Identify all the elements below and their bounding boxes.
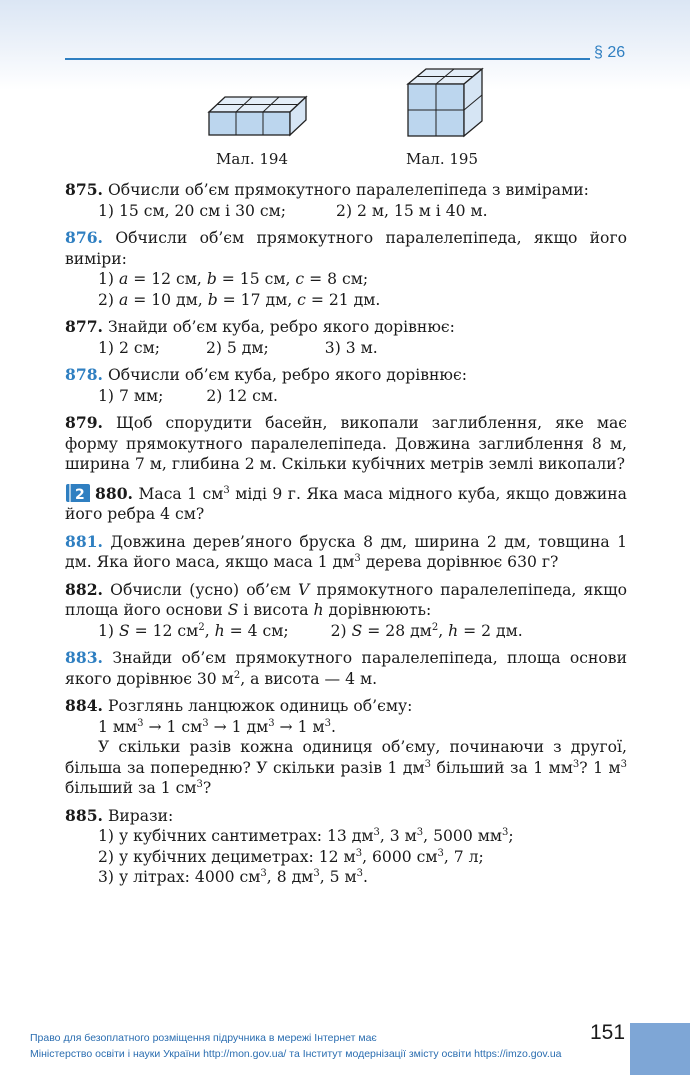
task-text: Обчисли об’єм прямокутного паралелепіпеда з вимірами: bbox=[107, 181, 589, 199]
task-885 bbox=[65, 806, 627, 888]
figure-caption-194: Мал. 194 bbox=[216, 150, 288, 168]
task-text: Обчисли об’єм куба, ребро якого дорівнює: bbox=[107, 366, 467, 384]
task-option: 2) 2 м, 15 м і 40 м. bbox=[336, 201, 488, 220]
task-number: 876. bbox=[65, 228, 103, 247]
task-option: 1) 7 мм; bbox=[98, 386, 164, 405]
task-option: 2) у кубічних дециметрах: 12 $м^3$, 6000 $см^3$, 7 л; bbox=[98, 847, 484, 866]
task-number: 877. bbox=[65, 317, 103, 336]
box-3x2-icon bbox=[205, 92, 310, 140]
task-number: 884. bbox=[65, 696, 103, 715]
task-number: 883. bbox=[65, 648, 103, 667]
task-option: 2) 5 дм; bbox=[205, 338, 269, 357]
task-877 bbox=[65, 317, 627, 358]
header-rule bbox=[65, 58, 590, 60]
task-879 bbox=[65, 413, 627, 475]
unit-chain: 1 $мм^3 \to 1$ $см^3 \to 1$ $дм^3 \to 1$ $м^3$. bbox=[98, 717, 336, 736]
task-question: У скільки разів кожна одиниця об’єму, починаючи з другої, більша за попередню? У скільки разів 1 $дм^3$ більший за 1 $мм^3$? 1 $м^3$ більший за 1 $см^3$? bbox=[65, 738, 627, 797]
task-880 bbox=[65, 482, 627, 525]
task-list bbox=[65, 180, 627, 895]
task-number: 879. bbox=[65, 413, 103, 432]
task-text: Розглянь ланцюжок одиниць об’єму: bbox=[107, 697, 413, 715]
task-option: 1) 15 см, 20 см і 30 см; bbox=[98, 201, 287, 220]
figure-caption-195: Мал. 195 bbox=[406, 150, 478, 168]
task-text: Знайди об’єм прямокутного паралелепіпеда, площа основи якого дорівнює 30 $м^2$, а висота — 4 м. bbox=[65, 649, 627, 688]
footer-line-2: Міністерство освіти і науки України http://mon.gov.ua/ та Інститут модернізації змісту освіти https://imzo.gov.ua bbox=[30, 1048, 562, 1060]
task-option: 3) 3 м. bbox=[324, 338, 378, 357]
header-band bbox=[0, 0, 690, 90]
footer-line-1: Право для безоплатного розміщення підручника в мережі Інтернет має bbox=[30, 1032, 377, 1044]
task-878 bbox=[65, 365, 627, 406]
footer-copyright bbox=[30, 1030, 590, 1062]
task-option: 2) a = 10 дм, b = 17 дм, c = 21 дм. bbox=[98, 290, 381, 309]
task-882 bbox=[65, 580, 627, 642]
group-work-icon bbox=[65, 482, 91, 504]
section-number: § 26 bbox=[594, 44, 626, 61]
task-number: 880. bbox=[95, 483, 133, 503]
task-text: Вирази: bbox=[107, 806, 174, 825]
footer-accent-bar bbox=[630, 1023, 690, 1075]
svg-text:2: 2 bbox=[75, 486, 85, 503]
cube-2x2-icon bbox=[404, 66, 486, 140]
task-option: 3) у літрах: 4000 $см^3$, 8 $дм^3$, 5 $м^3$. bbox=[98, 867, 368, 886]
page-number: 151 bbox=[590, 1021, 626, 1044]
task-884 bbox=[65, 696, 627, 799]
task-text: Маса 1 $см^3$ міді 9 г. Яка маса мідного куба, якщо довжина його ребра 4 см? bbox=[65, 484, 627, 523]
task-text: Обчисли (усно) об’єм V прямокутного паралелепіпеда, якщо площа його основи S і висота h дорівнюють: bbox=[65, 580, 627, 619]
task-881 bbox=[65, 532, 627, 573]
task-number: 885. bbox=[65, 805, 103, 825]
task-text: Обчисли об’єм прямокутного паралелепіпеда, якщо його виміри: bbox=[65, 229, 627, 268]
task-number: 882. bbox=[65, 579, 103, 599]
task-text: Щоб спорудити басейн, викопали заглиблення, яке має форму прямокутного паралелепіпеда. Довжина заглиблення 8 м, ширина 7 м, глибина 2 м. Скільки кубічних метрів землі викопали? bbox=[65, 414, 627, 473]
task-option: 1) у кубічних сантиметрах: 13 $дм^3$, 3 $м^3$, 5000 $мм^3$; bbox=[98, 826, 514, 845]
task-876 bbox=[65, 228, 627, 310]
task-option: 2) 12 см. bbox=[206, 386, 278, 405]
task-number: 875. bbox=[65, 180, 103, 199]
task-option: 1) S = 12 $см^2$, h = 4 см; 2) S = 28 $дм^2$, h = 2 дм. bbox=[98, 621, 523, 640]
task-number: 881. bbox=[65, 531, 103, 551]
task-text: Довжина дерев’яного бруска 8 дм, ширина 2 дм, товщина 1 дм. Яка його маса, якщо маса 1 $дм^3$ дерева дорівнює 630 г? bbox=[65, 532, 627, 571]
task-875 bbox=[65, 180, 627, 221]
task-text: Знайди об’єм куба, ребро якого дорівнює: bbox=[107, 318, 455, 336]
task-option: 1) 2 см; bbox=[98, 338, 160, 357]
task-number: 878. bbox=[65, 365, 103, 384]
task-option: 1) a = 12 см, b = 15 см, c = 8 см; bbox=[98, 270, 369, 288]
task-883 bbox=[65, 648, 627, 689]
